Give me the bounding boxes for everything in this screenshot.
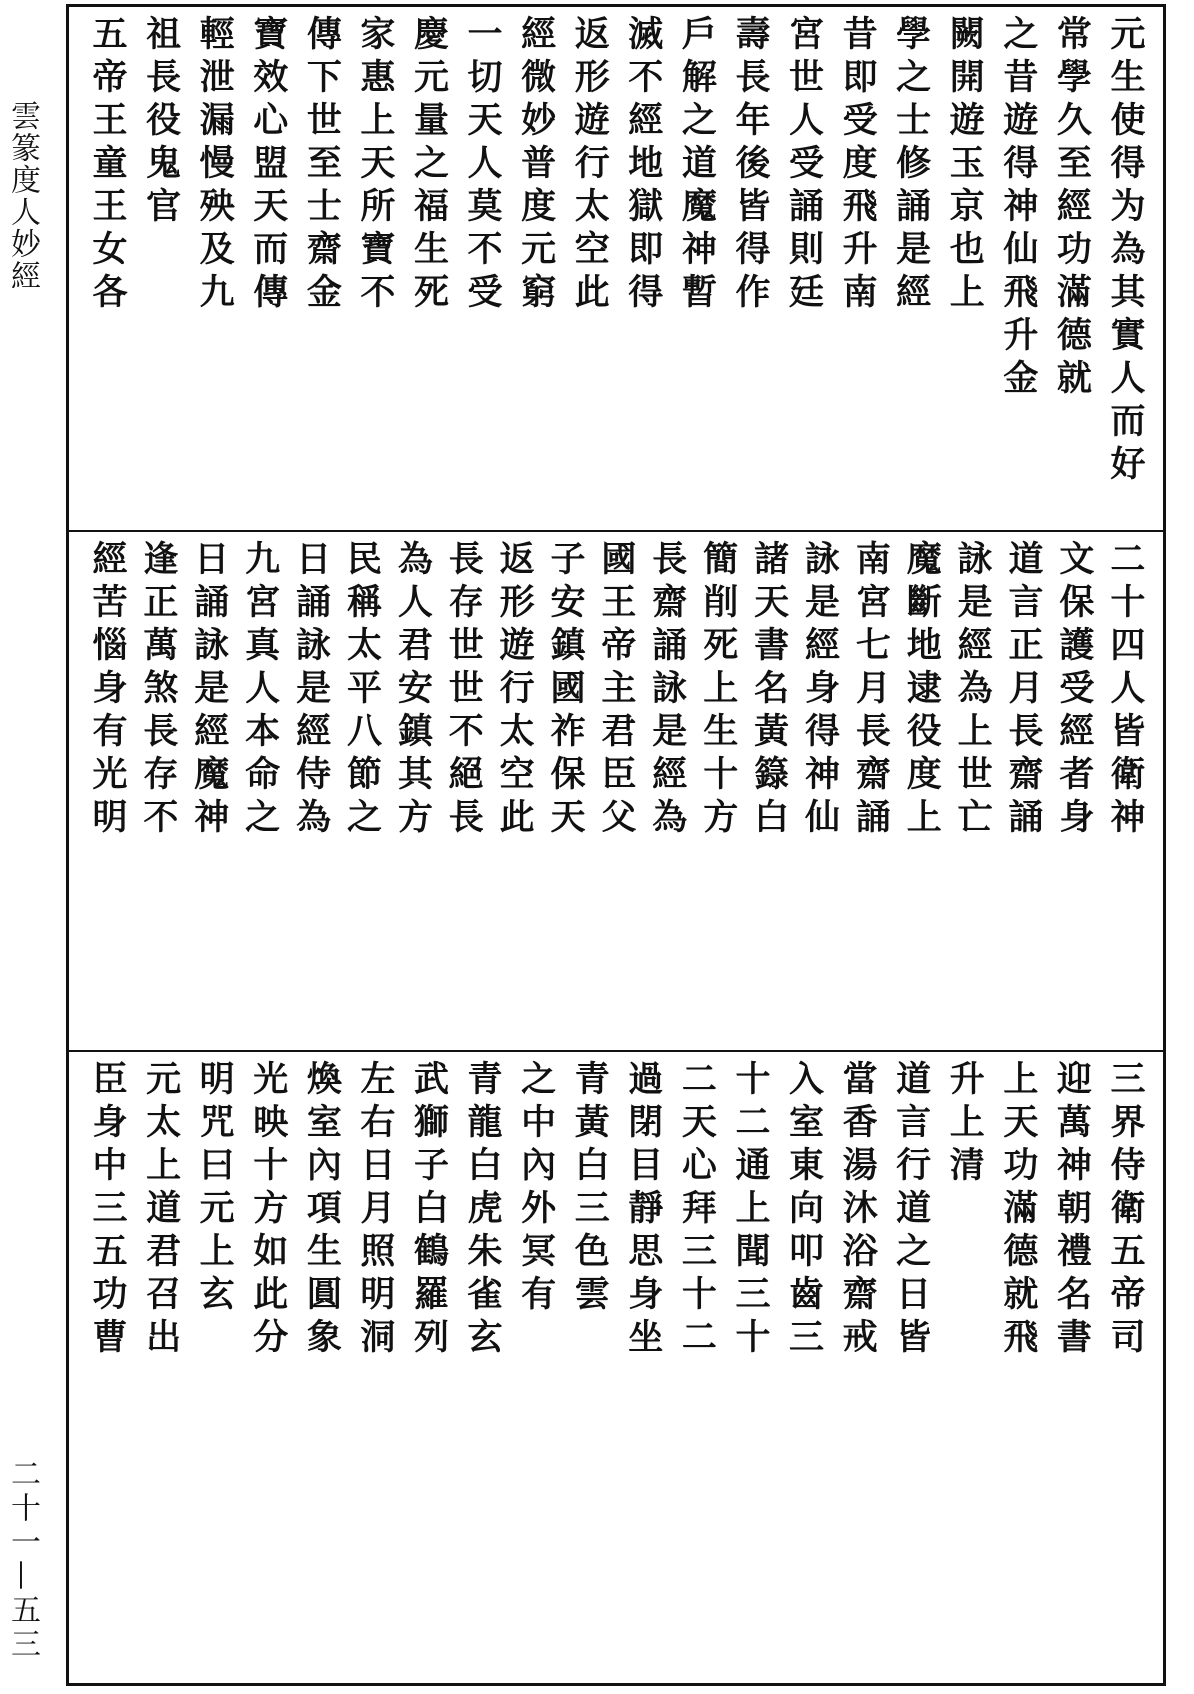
text-column: 之昔遊得神仙飛升金 (997, 15, 1039, 402)
panel-bottom (69, 1052, 1163, 1684)
text-column: 學之士修誦是經 (890, 15, 932, 316)
text-column: 道言行道之日皆 (890, 1060, 932, 1361)
text-column: 之中內外冥有 (515, 1060, 557, 1318)
text-column: 青黃白三色雲 (569, 1060, 611, 1318)
text-column: 文保護受經者身 (1053, 540, 1095, 841)
text-column: 迎萬神朝禮名書 (1051, 1060, 1093, 1361)
book-title-margin: 雲篆度人妙經 (5, 100, 40, 292)
text-column: 返形遊行太空此 (569, 15, 611, 316)
text-column: 經苦惱身有光明 (87, 540, 128, 841)
text-column: 元生使得为為其實人而好 (1104, 15, 1146, 488)
text-column: 一切天人莫不受 (462, 15, 504, 316)
text-column: 升上清 (944, 1060, 986, 1189)
text-column: 武獅子白鶴羅列 (408, 1060, 450, 1361)
text-column: 寶效心盟天而傳 (247, 15, 289, 316)
text-column: 民稱太平八節之 (341, 540, 383, 841)
text-column: 二十四人皆衛神 (1104, 540, 1146, 841)
text-column: 諸天書名黃籙白 (748, 540, 790, 841)
text-column: 日誦詠是經侍為 (290, 540, 332, 841)
text-column: 長存世世不絕長 (443, 540, 485, 841)
panel-top (69, 7, 1163, 529)
text-column: 臣身中三五功曹 (87, 1060, 128, 1361)
text-column: 明咒曰元上玄 (194, 1060, 236, 1318)
text-column: 經微妙普度元窮 (515, 15, 557, 316)
panel-bottom-columns (83, 1060, 1149, 1678)
text-column: 三界侍衛五帝司 (1104, 1060, 1146, 1361)
text-column: 詠是經為上世亡 (952, 540, 994, 841)
text-column: 道言正月長齋誦 (1003, 540, 1045, 841)
text-column: 壽長年後皆得作 (729, 15, 771, 316)
text-column: 闕開遊玉京也上 (944, 15, 986, 316)
text-column: 過閉目靜思身坐 (622, 1060, 664, 1361)
text-column: 當香湯沐浴齋戒 (837, 1060, 879, 1361)
text-frame (66, 4, 1166, 1686)
text-column: 滅不經地獄即得 (622, 15, 664, 316)
text-column: 長齋誦詠是經為 (646, 540, 688, 841)
text-column: 祖長役鬼官 (140, 15, 182, 230)
text-column: 元太上道君召出 (140, 1060, 182, 1361)
text-column: 入室東向叩齒三 (783, 1060, 825, 1361)
text-column: 詠是經身得神仙 (799, 540, 841, 841)
text-column: 昔即受度飛升南 (837, 15, 879, 316)
text-column: 光映十方如此分 (247, 1060, 289, 1361)
text-column: 五帝王童王女各 (87, 15, 128, 316)
text-column: 煥室內項生圓象 (301, 1060, 343, 1361)
text-column: 輕泄漏慢殃及九 (194, 15, 236, 316)
panel-middle-columns (83, 540, 1149, 1043)
text-column: 家惠上天所寶不 (354, 15, 396, 316)
text-column: 返形遊行太空此 (494, 540, 536, 841)
text-column: 國王帝主君臣父 (595, 540, 637, 841)
text-column: 子安鎮國祚保天 (545, 540, 587, 841)
text-column: 十二通上聞三十 (729, 1060, 771, 1361)
text-column: 南宮七月長齋誦 (850, 540, 892, 841)
text-column: 慶元量之福生死 (408, 15, 450, 316)
text-column: 常學久至經功滿德就 (1051, 15, 1093, 402)
text-column: 簡削死上生十方 (697, 540, 739, 841)
text-column: 青龍白虎朱雀玄 (462, 1060, 504, 1361)
text-column: 為人君安鎮其方 (392, 540, 434, 841)
text-column: 宮世人受誦則廷 (783, 15, 825, 316)
text-column: 上天功滿德就飛 (997, 1060, 1039, 1361)
text-column: 傳下世至士齋金 (301, 15, 343, 316)
panel-middle (69, 532, 1163, 1049)
panel-top-columns (83, 15, 1149, 523)
text-column: 左右日月照明洞 (354, 1060, 396, 1361)
text-column: 日誦詠是經魔神 (188, 540, 230, 841)
text-column: 二天心拜三十二 (676, 1060, 718, 1361)
text-column: 魔斷地逮役度上 (901, 540, 943, 841)
text-column: 逢正萬煞長存不 (137, 540, 179, 841)
page-number: 二十一—五三 (5, 1458, 40, 1662)
text-column: 九宮真人本命之 (239, 540, 281, 841)
text-column: 戶解之道魔神暫 (676, 15, 718, 316)
